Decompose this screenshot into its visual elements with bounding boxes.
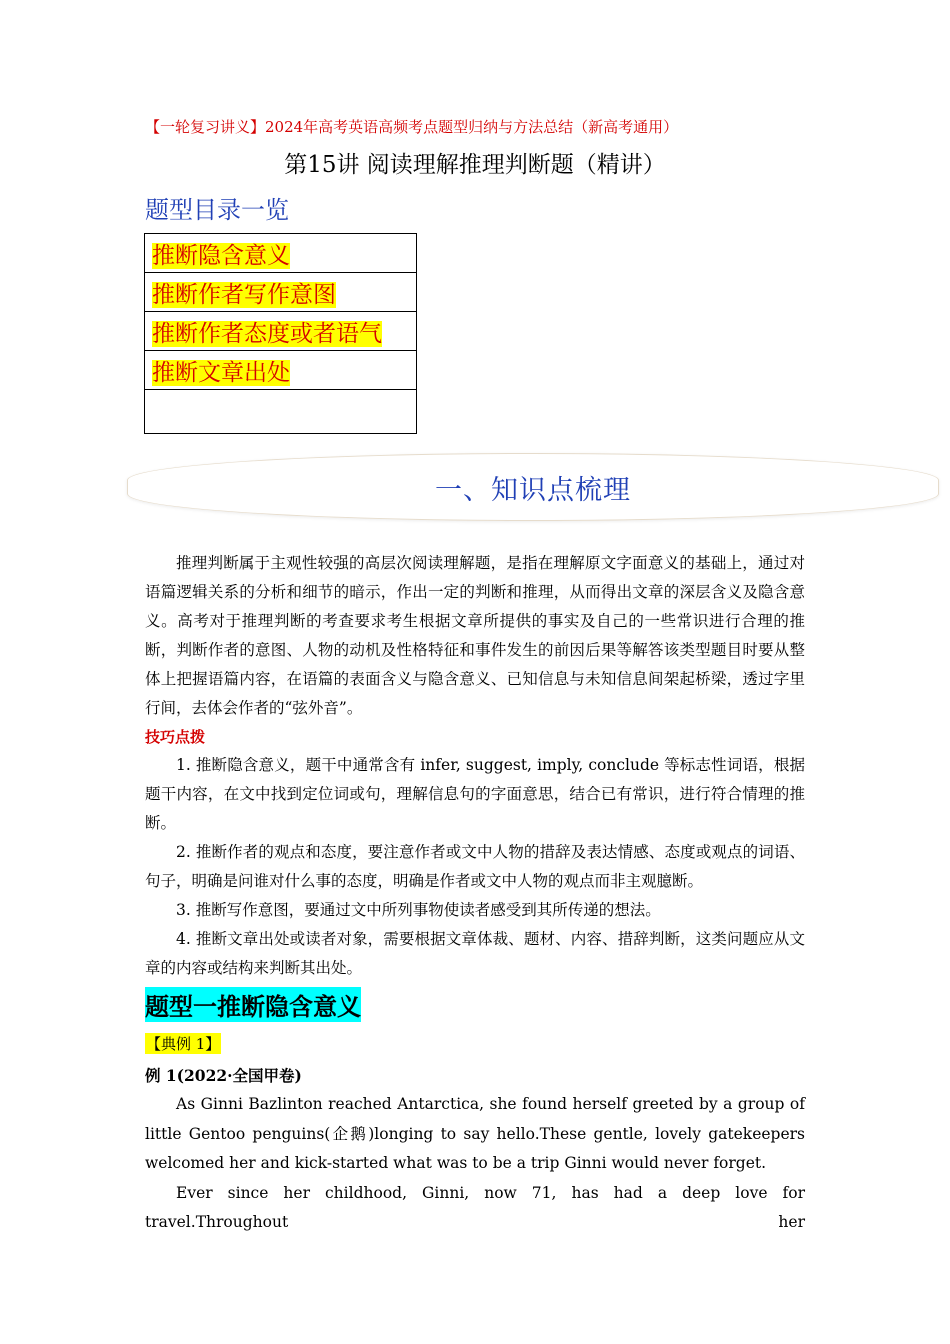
toc-row-empty — [145, 390, 417, 434]
series-title: 【一轮复习讲义】2024年高考英语高频考点题型归纳与方法总结（新高考通用） — [145, 118, 679, 136]
toc-item-hidden-meaning[interactable]: 推断隐含意义 — [152, 242, 290, 269]
reading-passage — [145, 1090, 805, 1231]
toc-row — [145, 234, 417, 273]
toc-item-writing-intention[interactable]: 推断作者写作意图 — [152, 281, 336, 308]
toc-heading: 题型目录一览 — [145, 196, 289, 224]
toc-row — [145, 351, 417, 390]
toc-row — [145, 273, 417, 312]
knowledge-body — [145, 549, 805, 983]
lecture-title: 第15讲 阅读理解推理判断题（精讲） — [284, 152, 666, 178]
toc-item-source[interactable]: 推断文章出处 — [152, 359, 290, 386]
toc-table — [144, 233, 417, 434]
tip-item: 4. 推断文章出处或读者对象，需要根据文章体裁、题材、内容、措辞判断，这类问题应从文章的内容或结构来判断其出处。 — [145, 930, 805, 977]
toc-item-attitude-tone[interactable]: 推断作者态度或者语气 — [152, 320, 382, 347]
example-source: 例 1(2022·全国甲卷) — [145, 1066, 302, 1085]
example-tag: 【典例 1】 — [146, 1035, 221, 1053]
question-type-heading: 题型一推断隐含意义 — [145, 987, 361, 1022]
section-title: 一、知识点梳理 — [435, 474, 631, 506]
tip-item: 2. 推断作者的观点和态度，要注意作者或文中人物的措辞及表达情感、态度或观点的词语、句子，明确是问谁对什么事的态度，明确是作者或文中人物的观点而非主观臆断。 — [145, 843, 805, 890]
section-banner — [127, 453, 939, 521]
passage-paragraph: As Ginni Bazlinton reached Antarctica, she found herself greeted by a group of little Gentoo penguins(企鹅)longing to say hello.These gentle, lovely gatekeepers welcomed her and kick-started what was to be a trip Ginni would never forget. — [145, 1095, 805, 1172]
tips-label: 技巧点拨 — [145, 728, 206, 746]
passage-paragraph: Ever since her childhood, Ginni, now 71, has had a deep love for travel.Throughout her — [145, 1183, 805, 1231]
tip-item: 1. 推断隐含意义，题干中通常含有 infer, suggest, imply, conclude 等标志性词语，根据题干内容，在文中找到定位词或句，理解信息句的字面意思，结合已有常识，进行符合情理的推断。 — [145, 756, 805, 832]
intro-paragraph: 推理判断属于主观性较强的高层次阅读理解题，是指在理解原文字面意义的基础上，通过对语篇逻辑关系的分析和细节的暗示，作出一定的判断和推理，从而得出文章的深层含义及隐含意义。高考对于推理判断的考查要求考生根据文章所提供的事实及自己的一些常识进行合理的推断，判断作者的意图、人物的动机及性格特征和事件发生的前因后果等解答该类型题目时要从整体上把握语篇内容，在语篇的表面含义与隐含意义、已知信息与未知信息间架起桥梁，透过字里行间，去体会作者的“弦外音”。 — [145, 554, 805, 717]
toc-row — [145, 312, 417, 351]
tip-item: 3. 推断写作意图，要通过文中所列事物使读者感受到其所传递的想法。 — [176, 901, 661, 919]
